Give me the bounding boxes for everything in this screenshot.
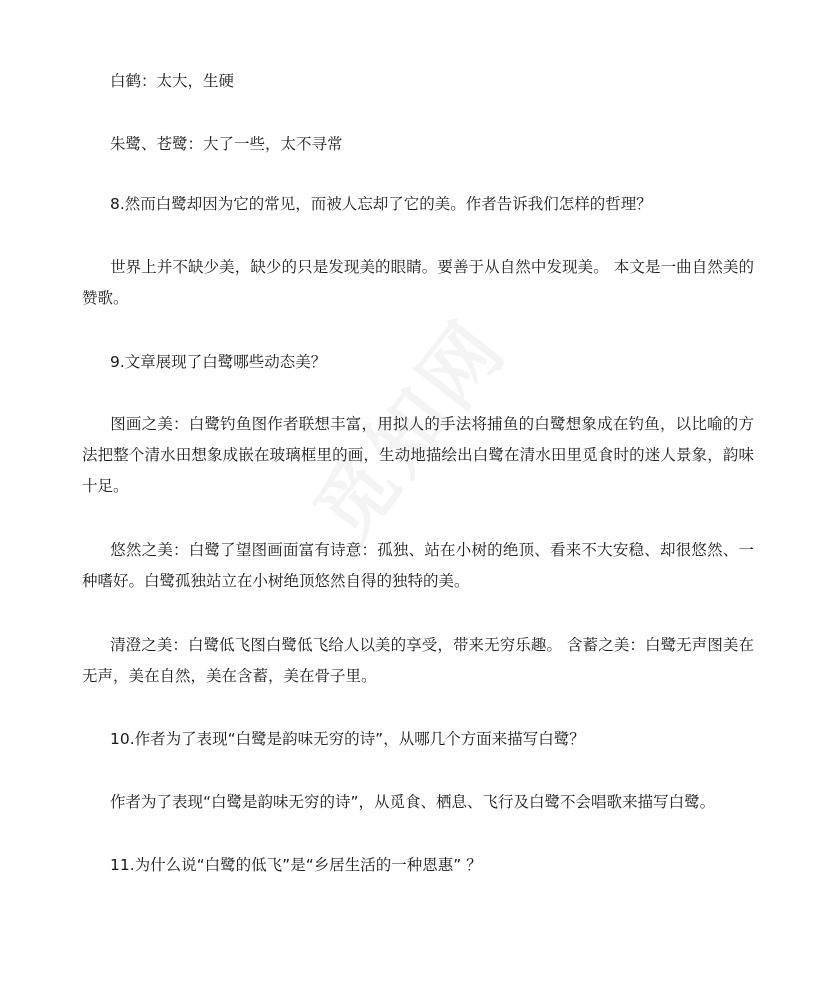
paragraph-question-11: 11.为什么说“白鹭的低飞”是“乡居生活的一种恩惠” ？ xyxy=(110,856,482,874)
paragraph-answer-9-picture-beauty: 图画之美：白鹭钓鱼图作者联想丰富，用拟人的手法将捕鱼的白鹭想象成在钓鱼，以比喻的方法把整个清水田想象成嵌在玻璃框里的画，生动地描绘出白鹭在清水田里觅食时的迷人景象，韵味十足。 xyxy=(82,415,754,495)
paragraph-question-10: 10.作者为了表现“白鹭是韵味无穷的诗”，从哪几个方面来描写白鹭？ xyxy=(110,730,585,748)
paragraph-answer-8: 世界上并不缺少美，缺少的只是发现美的眼睛。要善于从自然中发现美。 本文是一曲自然美的赞歌。 xyxy=(82,258,754,307)
paragraph-answer-9-clear-beauty: 清澄之美：白鹭低飞图白鹭低飞给人以美的享受，带来无穷乐趣。 含蓄之美：白鹭无声图美在无声，美在自然，美在含蓄，美在骨子里。 xyxy=(82,636,754,685)
paragraph-answer-10: 作者为了表现“白鹭是韵味无穷的诗”，从觅食、栖息、飞行及白鹭不会唱歌来描写白鹭。 xyxy=(110,793,716,811)
paragraph-answer-9-leisure-beauty: 悠然之美：白鹭了望图画面富有诗意：孤独、站在小树的绝顶、看来不大安稳、却很悠然、一种嗜好。白鹭孤独站立在小树绝顶悠然自得的独特的美。 xyxy=(82,541,754,590)
paragraph-question-8: 8.然而白鹭却因为它的常见，而被人忘却了它的美。作者告诉我们怎样的哲理？ xyxy=(110,195,652,213)
paragraph-answer-white-crane: 白鹤：太大，生硬 xyxy=(110,72,235,90)
paragraph-question-9: 9.文章展现了白鹭哪些动态美？ xyxy=(110,353,327,371)
paragraph-answer-ibis-heron: 朱鹭、苍鹭：大了一些，太不寻常 xyxy=(110,135,343,153)
